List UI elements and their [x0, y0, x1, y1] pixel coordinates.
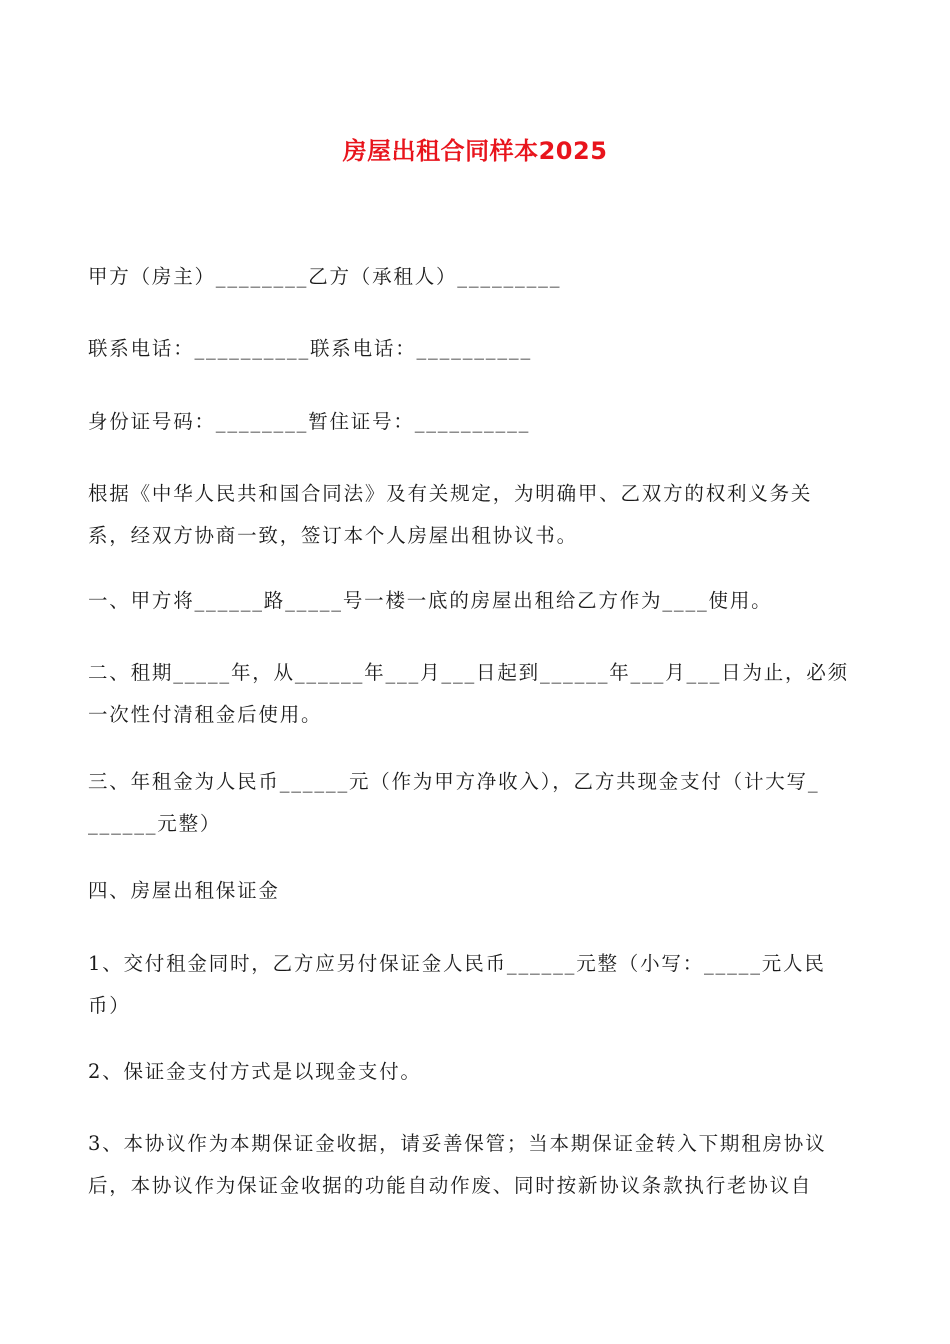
text-line: 甲方（房主）________乙方（承租人）_________	[88, 265, 562, 288]
text-line: 身份证号码：________暂住证号：__________	[88, 410, 531, 433]
clause-4-item-2	[88, 1051, 872, 1093]
text-line: ______元整）	[88, 812, 222, 835]
text-line: 联系电话：__________联系电话：__________	[88, 337, 532, 360]
preamble-paragraph	[88, 473, 872, 557]
document-title: 房屋出租合同样本2025	[342, 137, 608, 165]
id-number-line	[88, 401, 872, 443]
text-line: 后，本协议作为保证金收据的功能自动作废、同时按新协议条款执行老协议自	[88, 1174, 813, 1197]
text-line: 1、交付租金同时，乙方应另付保证金人民币______元整（小写：_____元人民	[88, 952, 826, 975]
text-line: 一次性付清租金后使用。	[88, 703, 323, 726]
text-line: 2、保证金支付方式是以现金支付。	[88, 1060, 422, 1083]
clause-4-item-1	[88, 943, 872, 1027]
clause-4-heading	[88, 870, 872, 912]
clause-4-item-3	[88, 1123, 872, 1207]
text-line: 根据《中华人民共和国合同法》及有关规定，为明确甲、乙双方的权利义务关	[88, 482, 813, 505]
phone-line	[88, 328, 872, 370]
text-line: 币）	[88, 994, 131, 1017]
text-line: 系，经双方协商一致，签订本个人房屋出租协议书。	[88, 524, 578, 547]
clause-1-paragraph	[88, 580, 872, 622]
text-line: 3、本协议作为本期保证金收据，请妥善保管；当本期保证金转入下期租房协议	[88, 1132, 827, 1155]
text-line: 三、年租金为人民币______元（作为甲方净收入），乙方共现金支付（计大写_	[88, 770, 820, 793]
text-line: 一、甲方将______路_____号一楼一底的房屋出租给乙方作为____使用。	[88, 589, 773, 612]
party-names-line	[88, 256, 872, 298]
text-line: 二、租期_____年，从______年___月___日起到______年___月___日为止，必须	[88, 661, 849, 684]
text-line: 四、房屋出租保证金	[88, 879, 280, 902]
clause-2-paragraph	[88, 652, 872, 736]
clause-3-paragraph	[88, 761, 872, 845]
